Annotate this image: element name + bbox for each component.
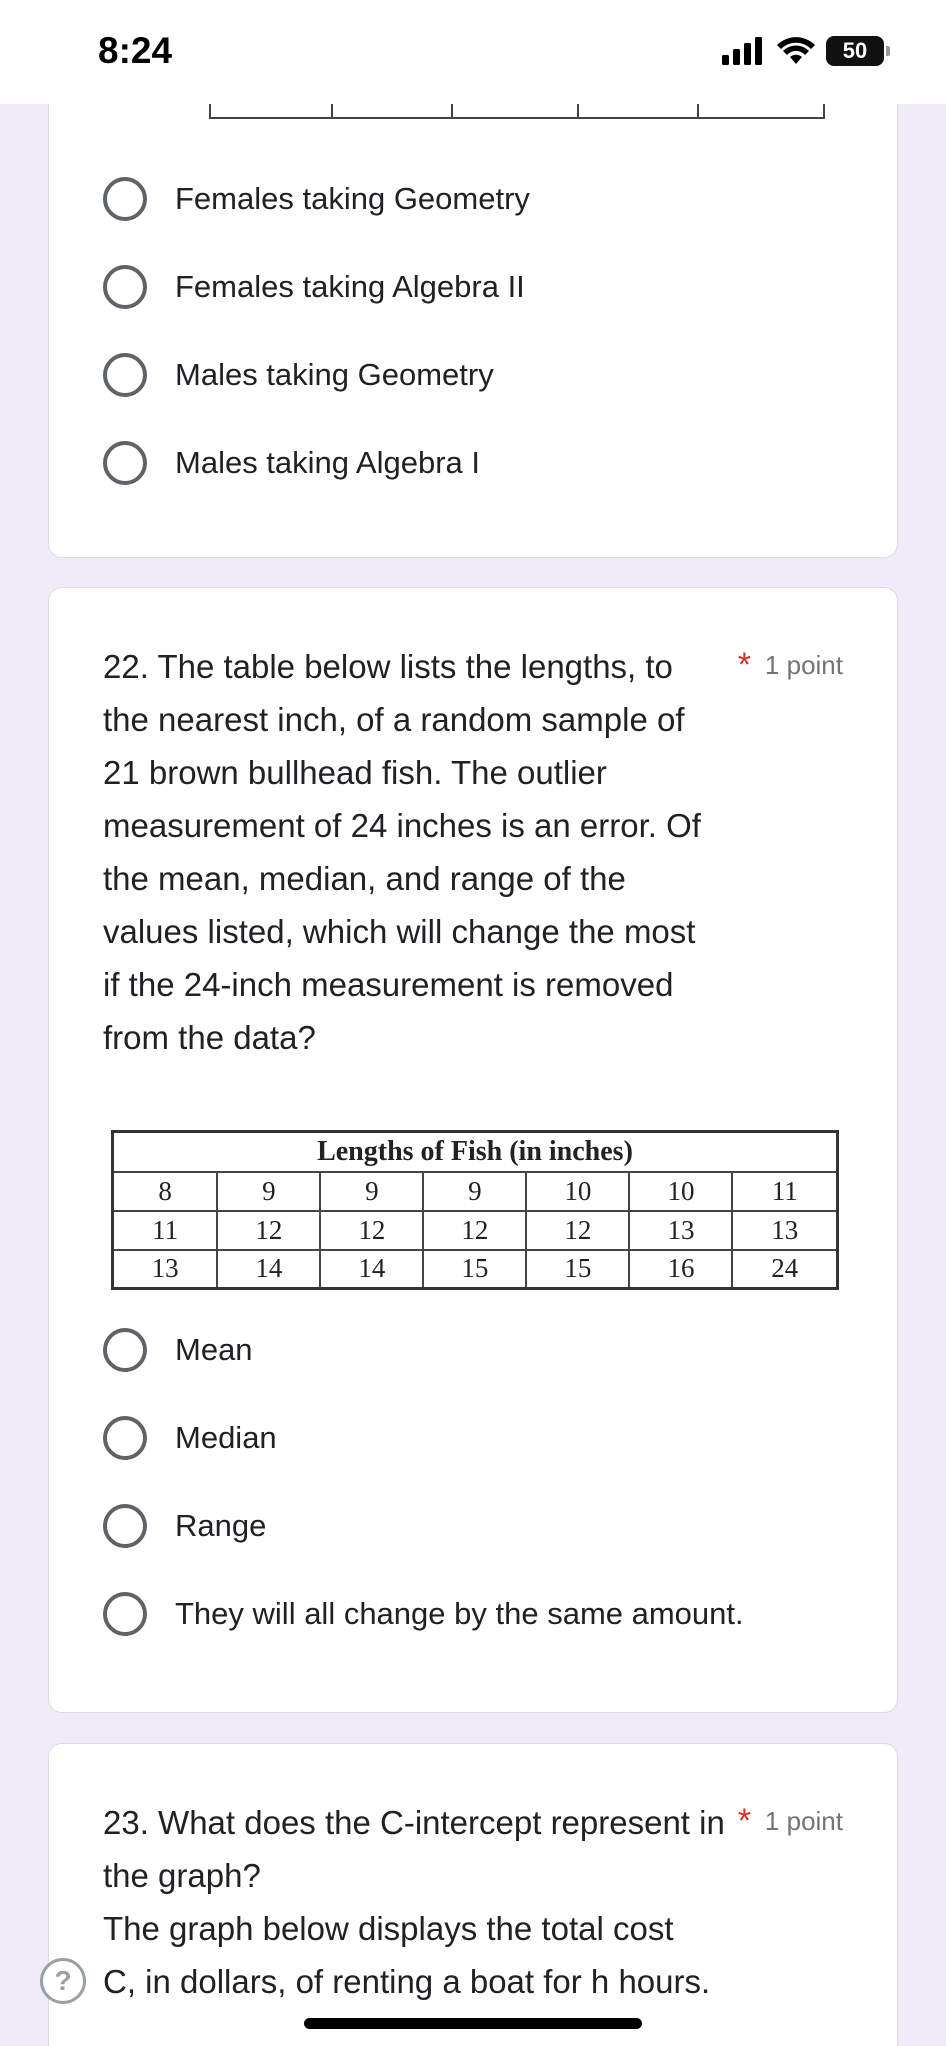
table-cell: 9 xyxy=(320,1172,423,1211)
signal-icon xyxy=(722,37,766,65)
required-mark: * xyxy=(737,646,751,684)
radio-button[interactable] xyxy=(103,1416,147,1460)
table-cell: 13 xyxy=(629,1211,732,1250)
option-all-same[interactable]: They will all change by the same amount. xyxy=(103,1592,744,1636)
status-icons xyxy=(722,36,884,66)
table-cell: 15 xyxy=(423,1250,526,1289)
table-cell: 12 xyxy=(423,1211,526,1250)
points-label: 1 point xyxy=(764,1806,843,1836)
table-cell: 10 xyxy=(526,1172,629,1211)
question-23-text: 23. What does the C-intercept represent in the graph? xyxy=(103,1804,725,1894)
radio-button[interactable] xyxy=(103,441,147,485)
radio-button[interactable] xyxy=(103,265,147,309)
radio-button[interactable] xyxy=(103,1592,147,1636)
wifi-icon xyxy=(776,36,816,66)
points-label: 1 point xyxy=(764,650,843,680)
question-23-card xyxy=(48,1743,898,2046)
table-cell: 13 xyxy=(732,1211,837,1250)
battery-icon: 50 xyxy=(826,36,884,66)
option-mean[interactable]: Mean xyxy=(103,1328,253,1372)
table-row xyxy=(113,1250,838,1289)
table-cell: 10 xyxy=(629,1172,732,1211)
question-22-text: 22. The table below lists the lengths, to the nearest inch, of a random sample of 21 brown bullhead fish. The outlier measurement of 24 inches is an error. Of the mean, median, and range of the values listed, which will change the most if the 24-inch measurement is removed from the data? xyxy=(103,648,701,1056)
option-males-geometry[interactable]: Males taking Geometry xyxy=(103,353,494,397)
table-cell: 11 xyxy=(113,1211,218,1250)
table-cell: 16 xyxy=(629,1250,732,1289)
home-indicator xyxy=(304,2018,642,2029)
question-23-description: The graph below displays the total cost C, in dollars, of renting a boat for h hours. xyxy=(103,1910,711,2000)
table-title: Lengths of Fish (in inches) xyxy=(113,1132,838,1172)
option-males-algebra-i[interactable]: Males taking Algebra I xyxy=(103,441,480,485)
table-row xyxy=(113,1211,838,1250)
question-22-meta xyxy=(738,646,843,685)
table-cell: 13 xyxy=(113,1250,218,1289)
table-cell: 12 xyxy=(526,1211,629,1250)
option-females-geometry[interactable]: Females taking Geometry xyxy=(103,177,530,221)
table-cell: 14 xyxy=(217,1250,320,1289)
option-median[interactable]: Median xyxy=(103,1416,277,1460)
table-cell: 9 xyxy=(423,1172,526,1211)
table-cell: 11 xyxy=(732,1172,837,1211)
table-cell: 12 xyxy=(320,1211,423,1250)
status-time: 8:24 xyxy=(98,30,173,71)
table-cell: 12 xyxy=(217,1211,320,1250)
question-22-card xyxy=(48,587,898,1713)
radio-button[interactable] xyxy=(103,353,147,397)
required-mark: * xyxy=(737,1802,751,1840)
table-row xyxy=(113,1172,838,1211)
radio-button[interactable] xyxy=(103,177,147,221)
table-cell: 14 xyxy=(320,1250,423,1289)
table-cell: 24 xyxy=(732,1250,837,1289)
status-bar xyxy=(0,0,946,104)
radio-button[interactable] xyxy=(103,1328,147,1372)
table-cell: 8 xyxy=(113,1172,218,1211)
option-range[interactable]: Range xyxy=(103,1504,266,1548)
radio-button[interactable] xyxy=(103,1504,147,1548)
option-females-algebra-ii[interactable]: Females taking Algebra II xyxy=(103,265,525,309)
question-23-meta xyxy=(738,1802,843,1841)
help-icon[interactable]: ? xyxy=(40,1958,86,2004)
fish-lengths-table xyxy=(111,1130,839,1290)
question-21-card xyxy=(48,60,898,558)
table-cell: 15 xyxy=(526,1250,629,1289)
table-cell: 9 xyxy=(217,1172,320,1211)
